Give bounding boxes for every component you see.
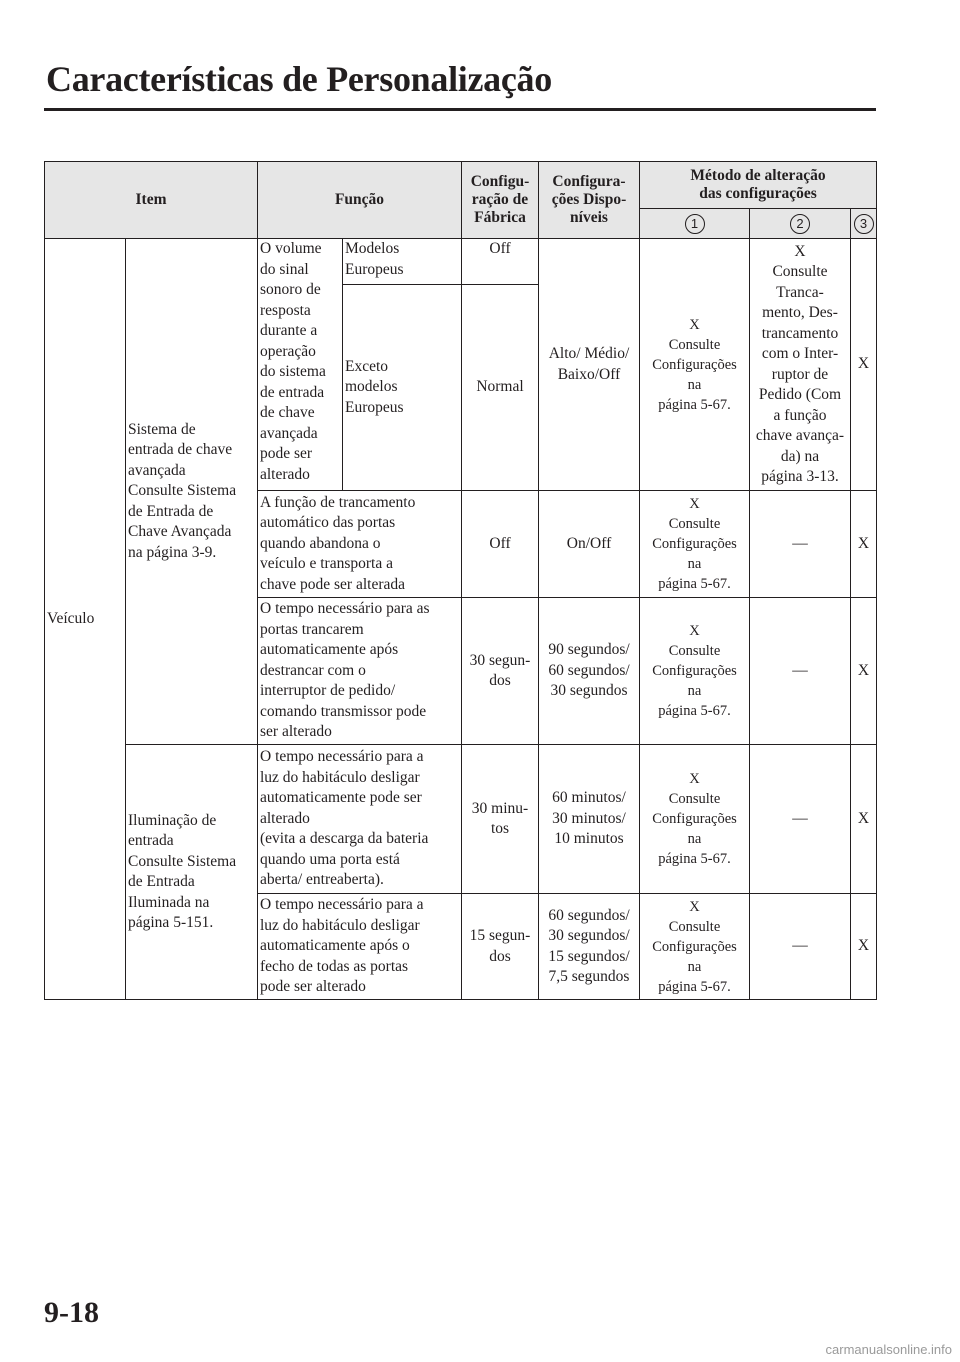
method-2-volume: X Consulte Tranca- mento, Des- trancamento com o Inter- ruptor de Pedido (Com a função chave avança- da) na página 3-13. <box>750 239 851 491</box>
header-metodo: Método de alteração das configurações <box>640 162 877 209</box>
page-title: Características de Personalização <box>46 59 552 99</box>
page-number: 9-18 <box>44 1296 99 1329</box>
fabrica-trancamento: Off <box>462 491 539 598</box>
fabrica-normal: Normal <box>462 285 539 491</box>
method-2-trancamento: — <box>750 491 851 598</box>
funcao-trancamento-automatico: A função de trancamento automático das portas quando abandona o veículo e transporta a chave pode ser alterada <box>258 491 462 598</box>
fabrica-tempo-trancar: 30 segun- dos <box>462 598 539 745</box>
method-2-luz-desligar: — <box>750 745 851 894</box>
header-method-1 <box>640 209 750 239</box>
method-3-volume: X <box>851 239 877 491</box>
funcao-tempo-trancar: O tempo necessário para as portas trancarem automaticamente após destrancar com o interruptor de pedido/ comando transmissor pode ser alterado <box>258 598 462 745</box>
method-2-luz-fecho: — <box>750 894 851 1000</box>
header-method-3 <box>851 209 877 239</box>
fabrica-off-europeus: Off <box>462 239 539 285</box>
disponiveis-tempo-trancar: 90 segundos/ 60 segundos/ 30 segundos <box>539 598 640 745</box>
method-3-tempo-trancar: X <box>851 598 877 745</box>
method-1-volume: X Consulte Configurações na página 5-67. <box>640 239 750 491</box>
item-veiculo: Veículo <box>45 239 126 1000</box>
watermark: carmanualsonline.info <box>825 1342 952 1357</box>
funcao-luz-fecho: O tempo necessário para a luz do habitáculo desligar automaticamente após o fecho de todas as portas pode ser alterado <box>258 894 462 1000</box>
method-3-trancamento: X <box>851 491 877 598</box>
group-iluminacao-entrada: Iluminação de entrada Consulte Sistema de Entrada Iluminada na página 5-151. <box>126 745 258 1000</box>
header-funcao: Função <box>258 162 462 239</box>
region-exceto-europeus: Exceto modelos Europeus <box>343 285 462 491</box>
disponiveis-luz-fecho: 60 segundos/ 30 segundos/ 15 segundos/ 7,5 segundos <box>539 894 640 1000</box>
circled-3-icon: 3 <box>854 214 874 234</box>
funcao-volume-sinal: O volume do sinal sonoro de resposta durante a operação do sistema de entrada de chave avançada pode ser alterado <box>258 239 343 491</box>
circled-2-icon: 2 <box>790 214 810 234</box>
header-rule <box>44 108 876 111</box>
disponiveis-trancamento: On/Off <box>539 491 640 598</box>
method-2-tempo-trancar: — <box>750 598 851 745</box>
funcao-luz-desligar: O tempo necessário para a luz do habitáculo desligar automaticamente pode ser alterado (evita a descarga da bateria quando uma porta está aberta/ entreaberta). <box>258 745 462 894</box>
method-1-trancamento: X Consulte Configurações na página 5-67. <box>640 491 750 598</box>
region-modelos-europeus: Modelos Europeus <box>343 239 462 285</box>
method-1-luz-fecho: X Consulte Configurações na página 5-67. <box>640 894 750 1000</box>
method-1-tempo-trancar: X Consulte Configurações na página 5-67. <box>640 598 750 745</box>
circled-1-icon: 1 <box>685 214 705 234</box>
method-1-luz-desligar: X Consulte Configurações na página 5-67. <box>640 745 750 894</box>
group-sistema-entrada-chave: Sistema de entrada de chave avançada Consulte Sistema de Entrada de Chave Avançada na página 3-9. <box>126 239 258 745</box>
header-method-2 <box>750 209 851 239</box>
method-3-luz-fecho: X <box>851 894 877 1000</box>
fabrica-luz-fecho: 15 segun- dos <box>462 894 539 1000</box>
header-config-disponiveis: Configura- ções Dispo- níveis <box>539 162 640 239</box>
header-item: Item <box>45 162 258 239</box>
header-config-fabrica: Configu- ração de Fábrica <box>462 162 539 239</box>
method-3-luz-desligar: X <box>851 745 877 894</box>
fabrica-luz-desligar: 30 minu- tos <box>462 745 539 894</box>
disponiveis-alto-medio-baixo: Alto/ Médio/ Baixo/Off <box>539 239 640 491</box>
customization-table <box>44 161 877 1000</box>
disponiveis-luz-desligar: 60 minutos/ 30 minutos/ 10 minutos <box>539 745 640 894</box>
